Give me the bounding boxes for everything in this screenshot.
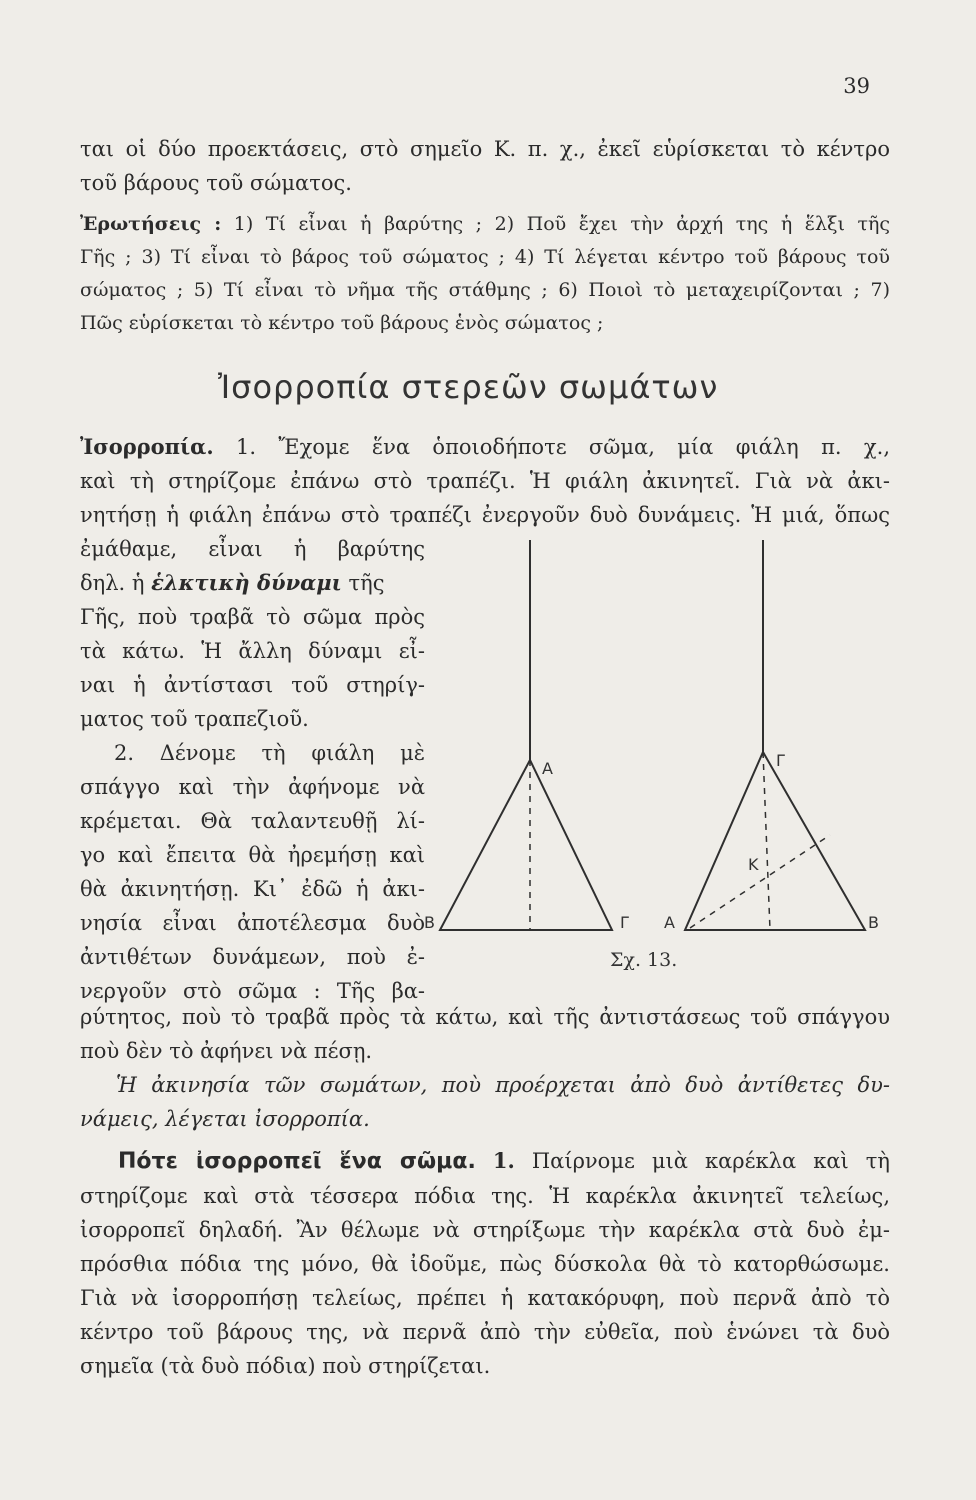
right-median-dashed bbox=[690, 835, 830, 928]
column-line-1: ἐμάθαμε, εἶναι ἡ βαρύτης bbox=[80, 537, 425, 561]
intro-line-1: ται οἱ δύο προεκτάσεις, στὸ σημεῖο Κ. π. χ., ἐκεῖ εὑρίσκεται τὸ κέντρο bbox=[80, 137, 890, 161]
when-balances-line-5: Γιὰ νὰ ἰσορροπήσῃ τελείως, πρέπει ἡ κατακόρυφη, ποὺ περνᾶ ἀπὸ τὸ bbox=[80, 1286, 890, 1310]
column-line-6: ματος τοῦ τραπεζιοῦ. bbox=[80, 707, 309, 731]
column-line-3: Γῆς, ποὺ τραβᾶ τὸ σῶμα πρὸς bbox=[80, 605, 425, 629]
intro-line-2: τοῦ βάρους τοῦ σώματος. bbox=[80, 171, 352, 195]
when-balances-line-6: κέντρο τοῦ βάρους της, νὰ περνᾶ ἀπὸ τὴν εὐθεῖα, ποὺ ἑνώνει τὰ δυὸ bbox=[80, 1320, 890, 1344]
left-triangle-group bbox=[440, 540, 612, 930]
equilibrium-line-1: 1. Ἔχομε ἕνα ὁποιοδήποτε σῶμα, μία φιάλη π. χ., bbox=[236, 435, 890, 459]
section-title: Ἰσορροπία στερεῶν σωμάτων bbox=[218, 368, 719, 406]
label-left-base-right: Γ bbox=[620, 913, 629, 932]
attractive-force-term: ἑλκτικὴ δύναμι bbox=[151, 570, 342, 595]
questions-line-4: Πῶς εὑρίσκεται τὸ κέντρο τοῦ βάρους ἑνὸς σώματος ; bbox=[80, 312, 604, 334]
when-balances-line-2: στηρίζομε καὶ στὰ τέσσερα πόδια της. Ἡ καρέκλα ἀκινητεῖ τελείως, bbox=[80, 1184, 890, 1208]
questions-label: Ἐρωτήσεις : bbox=[80, 213, 222, 235]
label-right-base-left: Α bbox=[664, 913, 675, 932]
questions-paragraph bbox=[80, 208, 890, 340]
column-line-11: θὰ ἀκινητήσῃ. Κι᾿ ἐδῶ ἡ ἀκι- bbox=[80, 877, 425, 901]
intro-paragraph bbox=[80, 132, 890, 200]
column-line-4: τὰ κάτω. Ἡ ἄλλη δύναμι εἶ- bbox=[80, 639, 425, 663]
equilibrium-intro bbox=[80, 430, 890, 532]
column-line-13: ἀντιθέτων δυνάμεων, ποὺ ἐ- bbox=[80, 945, 425, 969]
when-balances-paragraph bbox=[80, 1144, 890, 1383]
column-line-2-suffix: τῆς bbox=[348, 571, 385, 595]
column-line-10: γο καὶ ἔπειτα θὰ ἠρεμήσῃ καὶ bbox=[80, 843, 425, 867]
column-line-12: νησία εἶναι ἀποτέλεσμα δυὸ bbox=[80, 911, 425, 935]
column-line-14: νεργοῦν στὸ σῶμα : Τῆς βα- bbox=[80, 979, 425, 1003]
right-triangle bbox=[685, 752, 865, 930]
equilibrium-column bbox=[80, 532, 425, 1008]
equilibrium-term: Ἰσορροπία. bbox=[80, 434, 214, 459]
column-line-5: ναι ἡ ἀντίστασι τοῦ στηρίγ- bbox=[80, 673, 425, 697]
when-balances-line-3: ἰσορροπεῖ δηλαδή. Ἂν θέλωμε νὰ στηρίξωμε τὴν καρέκλα στὰ δυὸ ἐμ- bbox=[80, 1218, 890, 1242]
right-vertical-dashed bbox=[763, 752, 770, 930]
figure-13 bbox=[420, 530, 890, 980]
when-balances-line-1: Παίρνομε μιὰ καρέκλα καὶ τὴ bbox=[531, 1149, 890, 1173]
right-triangle-group bbox=[685, 540, 865, 930]
column-line-7: 2. Δένομε τὴ φιάλη μὲ bbox=[114, 741, 425, 765]
column-line-8: σπάγγο καὶ τὴν ἀφήνομε νὰ bbox=[80, 775, 425, 799]
definition-line-2: νάμεις, λέγεται ἰσορροπία. bbox=[80, 1107, 370, 1131]
when-balances-line-4: πρόσθια πόδια της μόνο, θὰ ἰδοῦμε, πὼς δύσκολα θὰ τὸ κατορθώσωμε. bbox=[80, 1252, 890, 1276]
when-balances-number: 1. bbox=[492, 1148, 515, 1173]
questions-line-2: Γῆς ; 3) Τί εἶναι τὸ βάρος τοῦ σώματος ; 4) Τί λέγεται κέντρο τοῦ βάρους τοῦ bbox=[80, 246, 890, 268]
questions-line-3: σώματος ; 5) Τί εἶναι τὸ νῆμα τῆς στάθμης ; 6) Ποιοὶ τὸ μεταχειρίζονται ; 7) bbox=[80, 279, 890, 301]
column-line-2 bbox=[80, 566, 425, 600]
label-left-base-left: Β bbox=[424, 913, 435, 932]
column-line-9: κρέμεται. Θὰ ταλαντευθῇ λί- bbox=[80, 809, 425, 833]
questions-line-1: 1) Τί εἶναι ἡ βαρύτης ; 2) Ποῦ ἔχει τὴν ἀρχή της ἡ ἕλξι τῆς bbox=[233, 213, 890, 235]
definition-paragraph bbox=[80, 1068, 890, 1136]
when-balances-line-7: σημεῖα (τὰ δυὸ πόδια) ποὺ στηρίζεται. bbox=[80, 1354, 491, 1378]
definition-line-1: Ἡ ἀκινησία τῶν σωμάτων, ποὺ προέρχεται ἀπὸ δυὸ ἀντίθετες δυ- bbox=[116, 1073, 890, 1097]
tail-line-1: ρύτητος, ποὺ τὸ τραβᾶ πρὸς τὰ κάτω, καὶ τῆς ἀντιστάσεως τοῦ σπάγγου bbox=[80, 1005, 890, 1029]
column-line-2-prefix: δηλ. ἡ bbox=[80, 571, 145, 595]
equilibrium-line-2: καὶ τὴ στηρίζομε ἐπάνω στὸ τραπέζι. Ἡ φιάλη ἀκινητεῖ. Γιὰ νὰ ἀκι- bbox=[80, 469, 890, 493]
label-right-base-right: Β bbox=[868, 913, 879, 932]
tail-line-2: ποὺ δὲν τὸ ἀφήνει νὰ πέσῃ. bbox=[80, 1039, 373, 1063]
equilibrium-line-3: νητήσῃ ἡ φιάλη ἐπάνω στὸ τραπέζι ἐνεργοῦν δυὸ δυνάμεις. Ἡ μιά, ὅπως bbox=[80, 503, 890, 527]
equilibrium-tail bbox=[80, 1000, 890, 1068]
label-left-apex: Α bbox=[542, 759, 553, 778]
label-right-center: Κ bbox=[748, 855, 759, 874]
left-triangle bbox=[440, 760, 612, 930]
label-right-apex: Γ bbox=[776, 751, 785, 770]
page-number: 39 bbox=[843, 74, 870, 98]
figure-caption: Σχ. 13. bbox=[610, 949, 678, 971]
when-balances-heading: Πότε ἰσορροπεῖ ἕνα σῶμα. bbox=[118, 1149, 476, 1174]
